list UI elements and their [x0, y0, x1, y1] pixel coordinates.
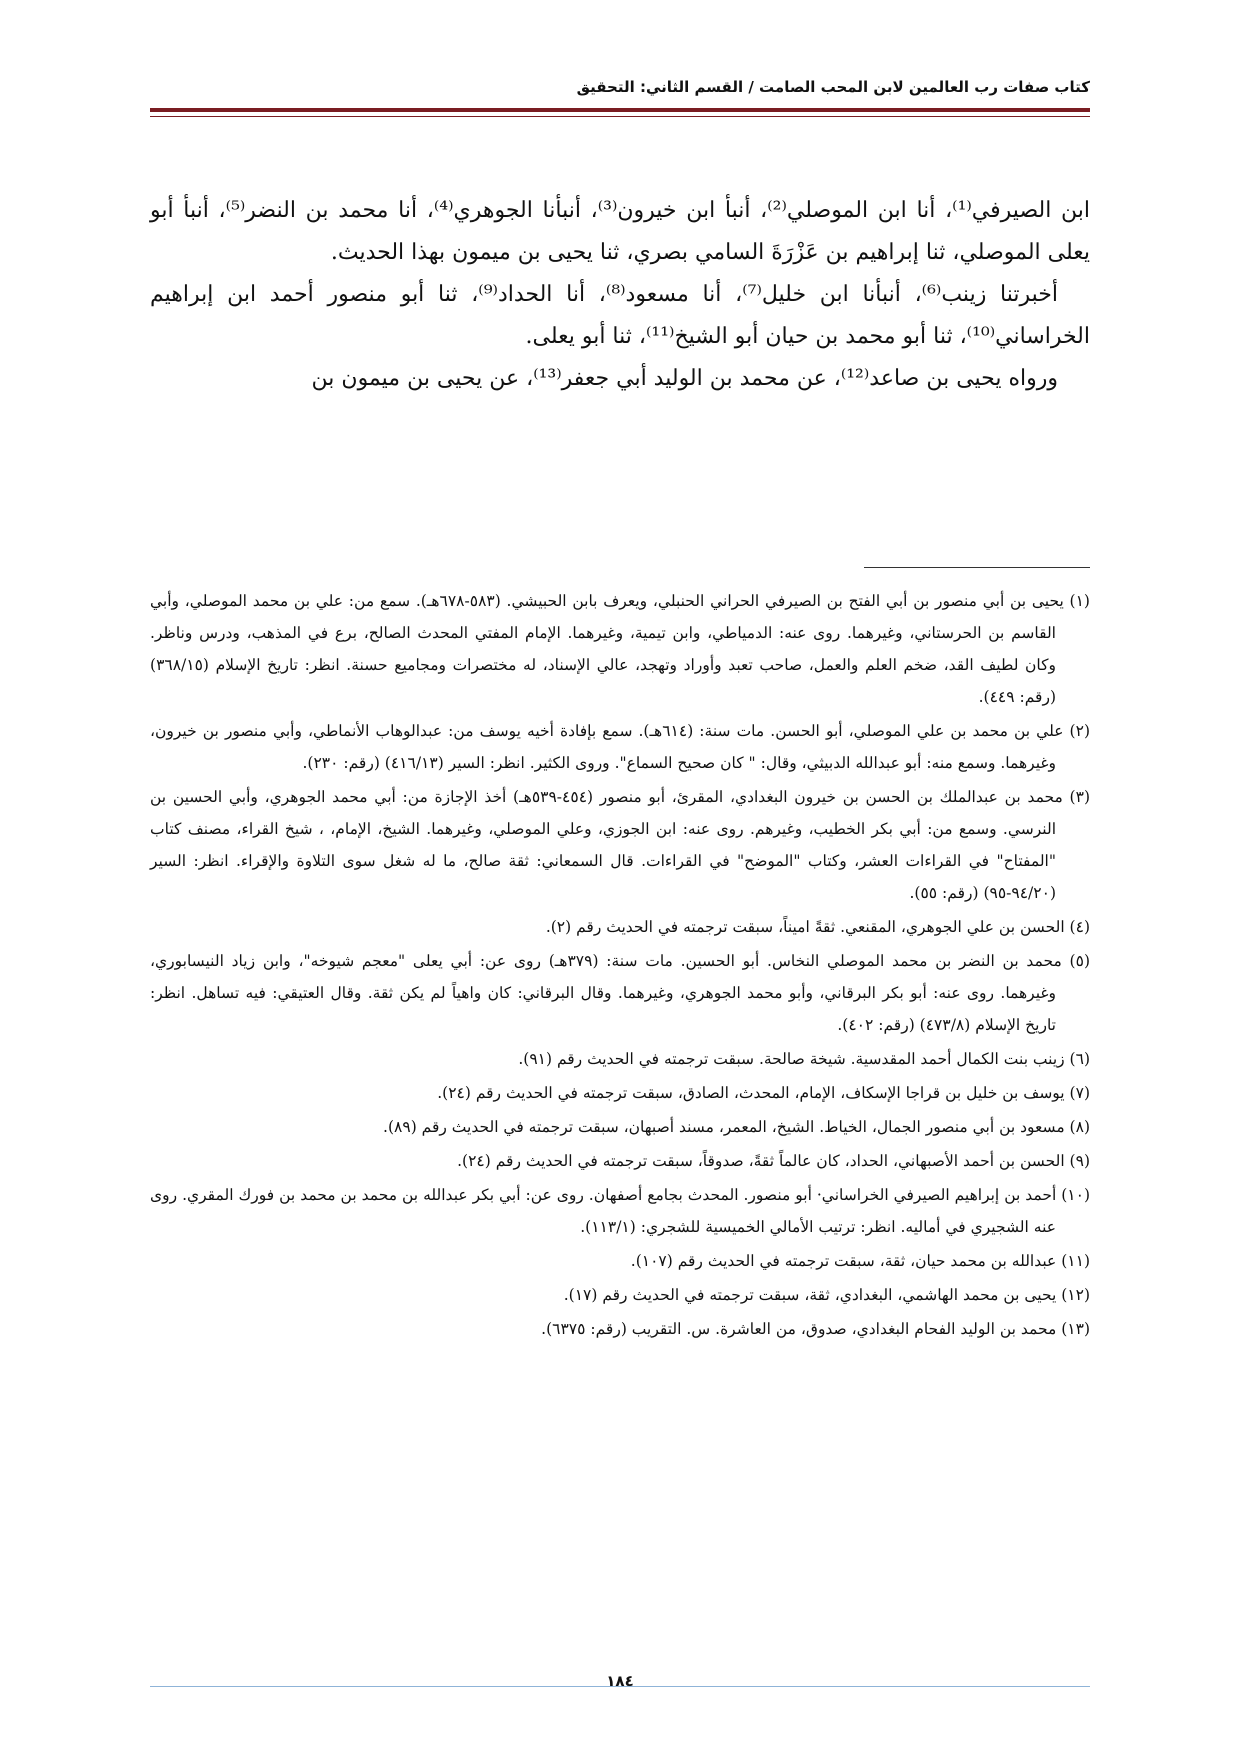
footnotes: [150, 585, 1090, 1347]
main-paragraph: ورواه يحيى بن صاعد⁽¹²⁾، عن محمد بن الوليد أبي جعفر⁽¹³⁾، عن يحيى بن ميمون بن: [311, 366, 1058, 391]
footnote: (٦) زينب بنت الكمال أحمد المقدسية. شيخة صالحة. سبقت ترجمته في الحديث رقم (٩١).: [518, 1050, 1090, 1068]
footnote: (٨) مسعود بن أبي منصور الجمال، الخياط. الشيخ، المعمر، مسند أصبهان، سبقت ترجمته في الحديث رقم (٨٩).: [383, 1118, 1090, 1136]
footnote: (٢) علي بن محمد بن علي الموصلي، أبو الحسن. مات سنة: (٦١٤هـ). سمع بإفادة أخيه يوسف من: عبدالوهاب الأنماطي، وأبي منصور بن خيرون، وغيرهما. وسمع منه: أبو عبدالله الدبيثي، وقال: " كان صحيح السماع". وروى الكثير. انظر: السير (٤١٦/١٣) (رقم: ٢٣٠).: [150, 722, 1090, 772]
footnote-separator: [864, 567, 1090, 568]
footnote: (٥) محمد بن النضر بن محمد الموصلي النخاس. أبو الحسين. مات سنة: (٣٧٩هـ) روى عن: أبي يعلى "معجم شيوخه"، وابن زياد النيسابوري، وغيرهما. روى عنه: أبو بكر البرقاني، وأبو محمد الجوهري، وغيرهما. وقال البرقاني: كان واهياً لم يكن ثقة. وقال العتيقي: فيه تساهل. انظر: تاريخ الإسلام (٤٧٣/٨) (رقم: ٤٠٢).: [150, 952, 1090, 1034]
footnote: (١٠) أحمد بن إبراهيم الصيرفي الخراساني· أبو منصور. المحدث بجامع أصفهان. روى عن: أبي بكر عبدالله بن محمد بن محمد بن فورك المقري. روى عنه الشجيري في أماليه. انظر: ترتيب الأمالي الخميسية للشجري: (١١٣/١).: [150, 1186, 1090, 1236]
footnote: (٣) محمد بن عبدالملك بن الحسن بن خيرون البغدادي، المقرئ، أبو منصور (٤٥٤-٥٣٩هـ) أخذ الإجازة من: أبي محمد الجوهري، وأبي الحسين بن النرسي. وسمع من: أبي بكر الخطيب، وغيرهم. روى عنه: ابن الجوزي، وعلي الموصلي، وغيرهما. الشيخ، الإمام، ، شيخ القراء، مصنف كتاب "المفتاح" في القراءات العشر، وكتاب "الموضح" في القراءات. قال السمعاني: ثقة صالح، ما له شغل سوى التلاوة والإقراء. انظر: السير (٩٤/٢٠-٩٥) (رقم: ٥٥).: [150, 788, 1090, 902]
main-paragraph: أخبرتنا زينب⁽⁶⁾، أنبأنا ابن خليل⁽⁷⁾، أنا مسعود⁽⁸⁾، أنا الحداد⁽⁹⁾، ثنا أبو منصور أحمد ابن إبراهيم الخراساني⁽¹⁰⁾، ثنا أبو محمد بن حيان أبو الشيخ⁽¹¹⁾، ثنا أبو يعلى.: [150, 282, 1090, 349]
footnote: (٩) الحسن بن أحمد الأصبهاني، الحداد، كان عالماً ثقةً، صدوقاً، سبقت ترجمته في الحديث رقم (٢٤).: [457, 1152, 1090, 1170]
footnote: (١١) عبدالله بن محمد حيان، ثقة، سبقت ترجمته في الحديث رقم (١٠٧).: [630, 1252, 1090, 1270]
footnote: (١٢) يحيى بن محمد الهاشمي، البغدادي، ثقة، سبقت ترجمته في الحديث رقم (١٧).: [563, 1286, 1090, 1304]
page-number: ١٨٤: [606, 1672, 634, 1690]
header-rule-thin: [150, 116, 1090, 117]
main-text: [150, 190, 1090, 400]
footnote: (٤) الحسن بن علي الجوهري، المقنعي. ثقةً اميناً، سبقت ترجمته في الحديث رقم (٢).: [545, 918, 1090, 936]
footnote: (١) يحيى بن أبي منصور بن أبي الفتح بن الصيرفي الحراني الحنبلي، ويعرف بابن الحبيشي. (٥٨٣-٦٧٨هـ). سمع من: علي بن محمد الموصلي، وأبي القاسم بن الحرستاني، وغيرهما. روى عنه: الدمياطي، وابن تيمية، وغيرهما. الإمام المفتي المحدث الصالح، برع في المذهب، ودرس وناظر. وكان لطيف القد، ضخم العلم والعمل، صاحب تعبد وأوراد وتهجد، عالي الإسناد، له مختصرات ومجاميع حسنة. انظر: تاريخ الإسلام (٣٦٨/١٥) (رقم: ٤٤٩).: [150, 592, 1090, 706]
header-rule-thick: [150, 108, 1090, 112]
footnote: (٧) يوسف بن خليل بن قراجا الإسكاف، الإمام، المحدث، الصادق، سبقت ترجمته في الحديث رقم (٢٤).: [437, 1084, 1090, 1102]
running-header-title: كتاب صفات رب العالمين لابن المحب الصامت / القسم الثاني: التحقيق: [576, 78, 1090, 96]
footnote: (١٣) محمد بن الوليد الفحام البغدادي، صدوق، من العاشرة. س. التقريب (رقم: ٦٣٧٥).: [541, 1320, 1090, 1338]
main-paragraph: ابن الصيرفي⁽¹⁾، أنا ابن الموصلي⁽²⁾، أنبأ ابن خيرون⁽³⁾، أنبأنا الجوهري⁽⁴⁾، أنا محمد بن النضر⁽⁵⁾، أنبأ أبو يعلى الموصلي، ثنا إبراهيم بن عَزْرَةَ السامي بصري، ثنا يحيى بن ميمون بهذا الحديث.: [150, 198, 1091, 265]
